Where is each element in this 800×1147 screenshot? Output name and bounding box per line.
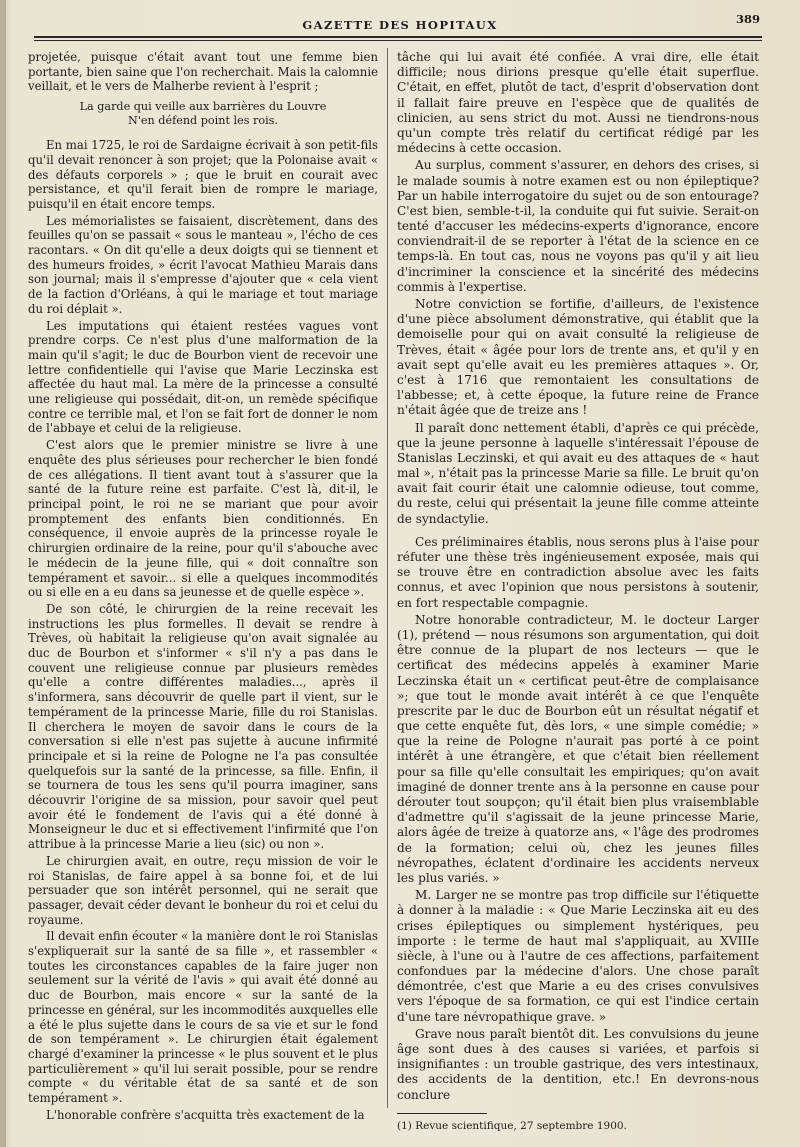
- paragraph: projetée, puisque c'était avant tout une femme bien portante, bien saine que l'on recherchait. Mais la calomnie veillait, et le vers de Malherbe revient à l'esprit ;: [28, 50, 378, 94]
- paragraph: tâche qui lui avait été confiée. A vrai dire, elle était difficile; nous dirions presque qu'elle était superflue. C'était, en effet, plutôt de tact, d'esprit d'observation dont il fallait faire preuve en l'espèce que de qualités de clinicien, au sens strict du mot. Aussi ne tiendrons-nous qu'un compte très relatif du certificat rédigé par les médecins à cette occasion.: [397, 50, 759, 156]
- column-separator: [387, 48, 388, 1108]
- paragraph: Ces préliminaires établis, nous serons plus à l'aise pour réfuter une thèse très ingénieusement exposée, mais qui se trouve être en contradiction absolue avec les faits connus, et avec l'opinion que nous persistons à soutenir, en fort respectable compagnie.: [397, 534, 759, 610]
- paragraph: C'est alors que le premier ministre se livre à une enquête des plus sérieuses pour rechercher le bien fondé de ces allégations. Il tient avant tout à s'assurer que la santé de la future reine est parfaite. C'est là, dit-il, le principal point, le roi ne se mariant que pour avoir promptement des enfants bien conditionnés. En conséquence, il envoie auprès de la princesse royale le chirurgien ordinaire de la reine, pour qu'il s'abouche avec le médecin de la jeune fille, qui « doit connaître son tempérament et savoir... si elle a quelques incommodités ou si elle en a eu dans sa jeunesse et de quelle espèce ».: [28, 438, 378, 600]
- footnote: (1) Revue scientifique, 27 septembre 1900.: [397, 1119, 627, 1132]
- paragraph: Grave nous paraît bientôt dit. Les convulsions du jeune âge sont dues à des causes si variées, et parfois si insignifiantes : un trouble gastrique, des vers intestinaux, des accidents de la dentition, etc.! En devrons-nous conclure: [397, 1026, 759, 1102]
- paragraph: En mai 1725, le roi de Sardaigne écrivait à son petit-fils qu'il devait renoncer à son projet; que la Polonaise avait « des défauts corporels » ; que le bruit en courait avec persistance, et qu'il ferait bien de rompre le mariage, puisqu'il en était encore temps.: [28, 138, 378, 211]
- paragraph: Il devait enfin écouter « la manière dont le roi Stanislas s'expliquerait sur la santé de sa fille », et rassembler « toutes les circonstances capables de la faire juger non seulement sur la vérité de l'avis » qui avait été donné au duc de Bourbon, mais encore « sur la santé de la princesse en général, sur les incommodités auxquelles elle a été le plus sujette dans le cours de sa vie et sur le fond de son tempérament ». Le chirurgien était également chargé d'examiner la princesse « le plus souvent et le plus particulièrement » qu'il lui serait possible, pour se rendre compte « du véritable état de sa santé et de son tempérament ».: [28, 929, 378, 1106]
- journal-title: GAZETTE DES HOPITAUX: [302, 18, 498, 32]
- paragraph: Il paraît donc nettement établi, d'après ce qui précède, que la jeune personne à laquelle s'intéressait l'épouse de Stanislas Leczinski, et qui avait eu des attaques de « haut mal », n'était pas la princesse Marie sa fille. Le bruit qu'on avait fait courir était une calomnie odieuse, tout comme, du reste, celui qui présentait la jeune fille comme atteinte de syndactylie.: [397, 420, 759, 526]
- paragraph: L'honorable confrère s'acquitta très exactement de la: [46, 1107, 365, 1122]
- left-column: [28, 50, 378, 1123]
- verse-line: La garde qui veille aux barrières du Louvre: [79, 100, 327, 114]
- spacer: [397, 527, 759, 535]
- verse-line: N'en défend point les rois.: [128, 114, 278, 128]
- page-binding-edge: [0, 0, 6, 1147]
- paragraph: Les imputations qui étaient restées vagues vont prendre corps. Ce n'est plus d'une malformation de la main qu'il s'agit; le duc de Bourbon vient de recevoir une lettre confidentielle qui l'avise que Marie Leczinska est affectée du haut mal. La mère de la princesse a consulté une religieuse qui possédait, dit-on, un remède spécifique contre ce terrible mal, et l'on se fait fort de donner le nom de l'abbaye et celui de la religieuse.: [28, 318, 378, 436]
- right-column: [397, 50, 759, 1133]
- paragraph: Notre conviction se fortifie, d'ailleurs, de l'existence d'une pièce absolument démonstrative, qui établit que la demoiselle pour qui on avait consulté la religieuse de Trèves, était « âgée pour lors de trente ans, et qu'il y en avait sept qu'elle avait eu les premières attaques ». Or, c'est à 1716 que remontaient les consultations de l'abbesse; et, à cette époque, la future reine de France n'était âgée que de treize ans !: [397, 297, 759, 418]
- paragraph: Notre honorable contradicteur, M. le docteur Larger (1), prétend — nous résumons son argumentation, qui doit être connue de la plupart de nos lecteurs — que le certificat des médecins appelés à examiner Marie Leczinska était un « certificat peut-être de complaisance »; que tout le monde avait intérêt à ce que l'enquête prescrite par le duc de Bourbon eût un résultat négatif et que cette enquête fut, dès lors, « une simple comédie; » que la reine de Pologne n'aurait pas porté à ce point intérêt à une étrangère, et que c'était bien réellement pour sa fille qu'elle consultait les empiriques; qu'on avait imaginé de donner trente ans à la personne en cause pour dérouter tout soupçon; qu'il était bien plus vraisemblable d'admettre qu'il s'agissait de la jeune princesse Marie, alors âgée de treize à quatorze ans, « l'âge des prodromes de la formation; celui où, chez les jeunes filles névropathes, éclatent d'ordinaire les accidents nerveux les plus variés. »: [397, 612, 759, 885]
- paragraph: De son côté, le chirurgien de la reine recevait les instructions les plus formelles. Il devait se rendre à Trèves, où habitait la religieuse qu'on avait signalée au duc de Bourbon et s'informer « s'il n'y a pas dans le couvent une religieuse connue par plusieurs remèdes qu'elle a contre différentes maladies..., après il s'informera, sans découvrir de quelle part il vient, sur le tempérament de la princesse Marie, fille du roi Stanislas. Il cherchera le moyen de savoir dans le cours de la conversation si elle n'est pas sujette à aucune infirmité principale et si la reine de Pologne ne l'a pas consultée quelquefois sur la santé de la princesse, sa fille. Enfin, il se tournera de tous les sens qu'il pourra imaginer, sans découvrir l'origine de sa mission, pour savoir quel peut avoir été le fondement de l'avis qui a été donné à Monseigneur le duc et si effectivement l'infirmité que l'on attribue à la princesse Marie a lieu (sic) ou non ».: [28, 601, 378, 852]
- footnote-rule: [397, 1113, 487, 1114]
- paragraph: Le chirurgien avait, en outre, reçu mission de voir le roi Stanislas, de faire appel à sa bonne foi, et de lui persuader que son intérêt personnel, qui ne serait que passager, devait céder devant le bonheur du roi et celui du royaume.: [28, 853, 378, 927]
- header-rule-thin: [34, 40, 762, 41]
- page-number: 389: [735, 12, 760, 26]
- masthead: [40, 12, 760, 34]
- paragraph: M. Larger ne se montre pas trop difficile sur l'étiquette à donner à la maladie : « Que Marie Leczinska ait eu des crises épileptiques ou simplement hystériques, peu importe : le terme de haut mal s'appliquait, au XVIIIe siècle, à l'une ou à l'autre de ces affections, parfaitement confondues par la médecine d'alors. Une chose paraît démontrée, c'est que Marie a eu des crises convulsives vers l'époque de sa formation, ce qui est l'indice certain d'une tare névropathique grave. »: [397, 888, 759, 1024]
- header-rule: [34, 36, 762, 38]
- paragraph: Les mémorialistes se faisaient, discrètement, dans des feuilles qu'on se passait « sous le manteau », l'écho de ces racontars. « On dit qu'elle a deux doigts qui se tiennent et des humeurs froides, » écrit l'avocat Mathieu Marais dans son journal; mais il s'empresse d'ajouter que « cela vient de la faction d'Orléans, à qui le mariage et tout mariage du roi déplait ».: [28, 213, 378, 316]
- paragraph: Au surplus, comment s'assurer, en dehors des crises, si le malade soumis à notre examen est ou non épileptique? Par un habile interrogatoire du sujet ou de son entourage? C'est bien, semble-t-il, la conduite qui fut suivie. Serait-on tenté d'accuser les médecins-experts d'ignorance, encore conviendrait-il de se reporter à l'état de la science en ce temps-là. En tout cas, nous ne voyons pas qu'il y ait lieu d'incriminer la conscience et la sincérité des médecins commis à l'expertise.: [397, 158, 759, 294]
